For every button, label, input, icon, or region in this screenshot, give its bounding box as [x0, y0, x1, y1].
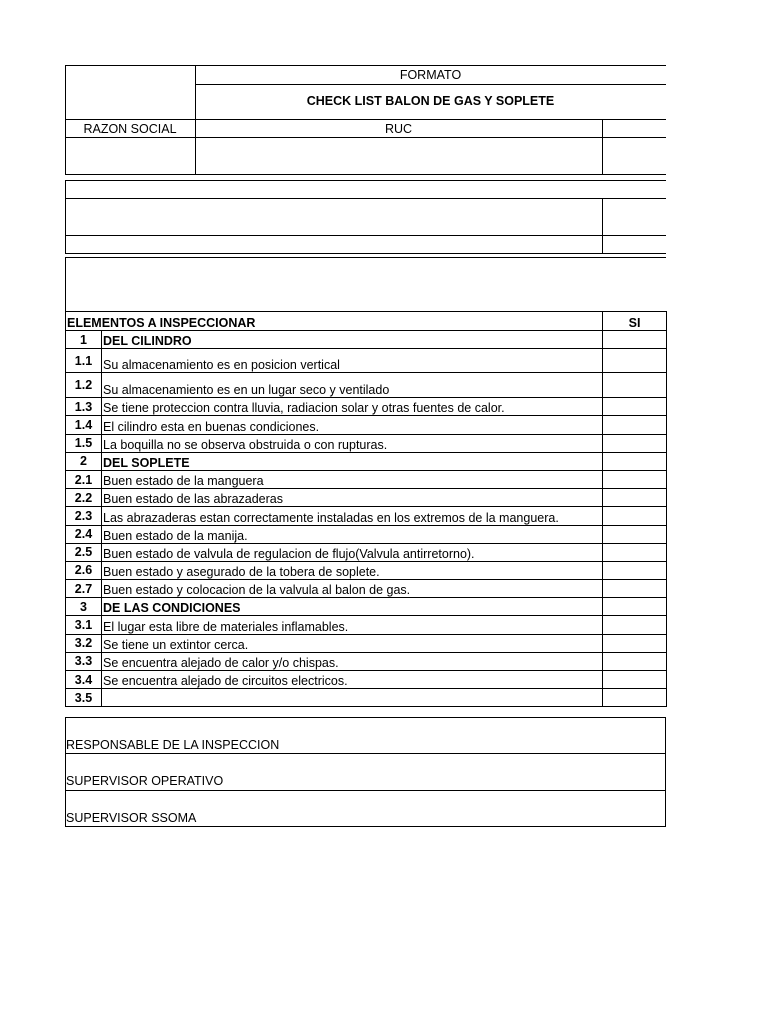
item-number: 3.5 [66, 689, 102, 707]
si-check-cell[interactable] [603, 507, 667, 525]
table-header-row [66, 312, 667, 331]
si-check-cell[interactable] [603, 652, 667, 670]
table-row [66, 489, 667, 507]
item-number: 1 [66, 331, 102, 349]
section-row [66, 452, 667, 470]
rule [65, 826, 666, 827]
item-text: Buen estado de valvula de regulacion de flujo(Valvula antirretorno). [102, 543, 603, 561]
razon-social-label: RAZON SOCIAL [83, 122, 177, 136]
item-text: El lugar esta libre de materiales inflamables. [102, 616, 603, 634]
si-check-cell[interactable] [603, 398, 667, 416]
table-row [66, 470, 667, 488]
item-text: La boquilla no se observa obstruida o con rupturas. [102, 434, 603, 452]
table-row [66, 434, 667, 452]
table-row [66, 616, 667, 634]
item-text [102, 689, 603, 707]
item-number: 2.2 [66, 489, 102, 507]
rule [195, 84, 666, 85]
table-row [66, 416, 667, 434]
si-check-cell[interactable] [603, 543, 667, 561]
table-row [66, 507, 667, 525]
item-text: Se tiene proteccion contra lluvia, radiacion solar y otras fuentes de calor. [102, 398, 603, 416]
table-row [66, 671, 667, 689]
rule [65, 198, 666, 199]
rule [65, 65, 666, 66]
item-text: Buen estado de la manguera [102, 470, 603, 488]
item-number: 1.1 [66, 349, 102, 373]
item-number: 1.4 [66, 416, 102, 434]
section-title: DEL CILINDRO [102, 331, 603, 349]
col-elements-header: ELEMENTOS A INSPECCIONAR [66, 312, 603, 331]
si-check-cell[interactable] [603, 580, 667, 598]
rule [65, 235, 666, 236]
rule [665, 717, 666, 827]
responsable-label: RESPONSABLE DE LA INSPECCION [66, 738, 280, 752]
section-title: DEL SOPLETE [102, 452, 603, 470]
si-check-cell[interactable] [603, 470, 667, 488]
si-check-cell[interactable] [603, 525, 667, 543]
si-check-cell[interactable] [603, 689, 667, 707]
item-text: Su almacenamiento es en posicion vertical [102, 349, 603, 373]
item-number: 3.4 [66, 671, 102, 689]
item-number: 2.7 [66, 580, 102, 598]
table-row [66, 373, 667, 398]
table-row [66, 398, 667, 416]
rule [602, 119, 603, 175]
table-row [66, 689, 667, 707]
item-number: 2.1 [66, 470, 102, 488]
si-check-cell[interactable] [603, 349, 667, 373]
item-number: 2.3 [66, 507, 102, 525]
item-number: 3.2 [66, 634, 102, 652]
section-title: DE LAS CONDICIONES [102, 598, 603, 616]
item-number: 3.3 [66, 652, 102, 670]
ruc-label: RUC [384, 122, 413, 136]
rule [602, 198, 603, 254]
si-check-cell[interactable] [603, 452, 667, 470]
item-text: Su almacenamiento es en un lugar seco y ventilado [102, 373, 603, 398]
table-row [66, 349, 667, 373]
item-number: 1.3 [66, 398, 102, 416]
item-text: Buen estado de la manija. [102, 525, 603, 543]
item-text: Se tiene un extintor cerca. [102, 634, 603, 652]
si-check-cell[interactable] [603, 616, 667, 634]
supervisor-ssoma-label: SUPERVISOR SSOMA [66, 811, 197, 825]
rule [65, 257, 66, 312]
section-row [66, 331, 667, 349]
table-row [66, 543, 667, 561]
si-check-cell[interactable] [603, 416, 667, 434]
supervisor-operativo-label: SUPERVISOR OPERATIVO [66, 774, 224, 788]
item-number: 2 [66, 452, 102, 470]
table-row [66, 525, 667, 543]
item-text: Se encuentra alejado de calor y/o chispas. [102, 652, 603, 670]
table-row [66, 652, 667, 670]
table-row [66, 580, 667, 598]
checklist-table [65, 311, 667, 707]
si-check-cell[interactable] [603, 434, 667, 452]
item-number: 1.5 [66, 434, 102, 452]
document-title: CHECK LIST BALON DE GAS Y SOPLETE [306, 94, 555, 108]
format-label: FORMATO [399, 68, 462, 82]
item-text: El cilindro esta en buenas condiciones. [102, 416, 603, 434]
rule [65, 180, 66, 254]
table-row [66, 634, 667, 652]
item-number: 2.5 [66, 543, 102, 561]
si-check-cell[interactable] [603, 671, 667, 689]
item-number: 2.6 [66, 561, 102, 579]
rule [65, 180, 666, 181]
rule [65, 253, 666, 254]
rule [195, 65, 196, 175]
si-check-cell[interactable] [603, 331, 667, 349]
rule [65, 137, 666, 138]
si-check-cell[interactable] [603, 634, 667, 652]
item-text: Se encuentra alejado de circuitos electricos. [102, 671, 603, 689]
item-text: Buen estado y colocacion de la valvula al balon de gas. [102, 580, 603, 598]
rule [65, 717, 666, 718]
si-check-cell[interactable] [603, 489, 667, 507]
rule [65, 65, 66, 175]
rule [65, 119, 666, 120]
item-number: 3.1 [66, 616, 102, 634]
item-text: Buen estado y asegurado de la tobera de soplete. [102, 561, 603, 579]
section-row [66, 598, 667, 616]
rule [65, 753, 666, 754]
item-text: Buen estado de las abrazaderas [102, 489, 603, 507]
rule [65, 174, 666, 175]
col-si-header: SI [603, 312, 667, 331]
si-check-cell[interactable] [603, 598, 667, 616]
si-check-cell[interactable] [603, 561, 667, 579]
table-row [66, 561, 667, 579]
item-number: 3 [66, 598, 102, 616]
item-number: 2.4 [66, 525, 102, 543]
si-check-cell[interactable] [603, 373, 667, 398]
item-text: Las abrazaderas estan correctamente instaladas en los extremos de la manguera. [102, 507, 603, 525]
rule [65, 257, 666, 258]
item-number: 1.2 [66, 373, 102, 398]
rule [65, 790, 666, 791]
